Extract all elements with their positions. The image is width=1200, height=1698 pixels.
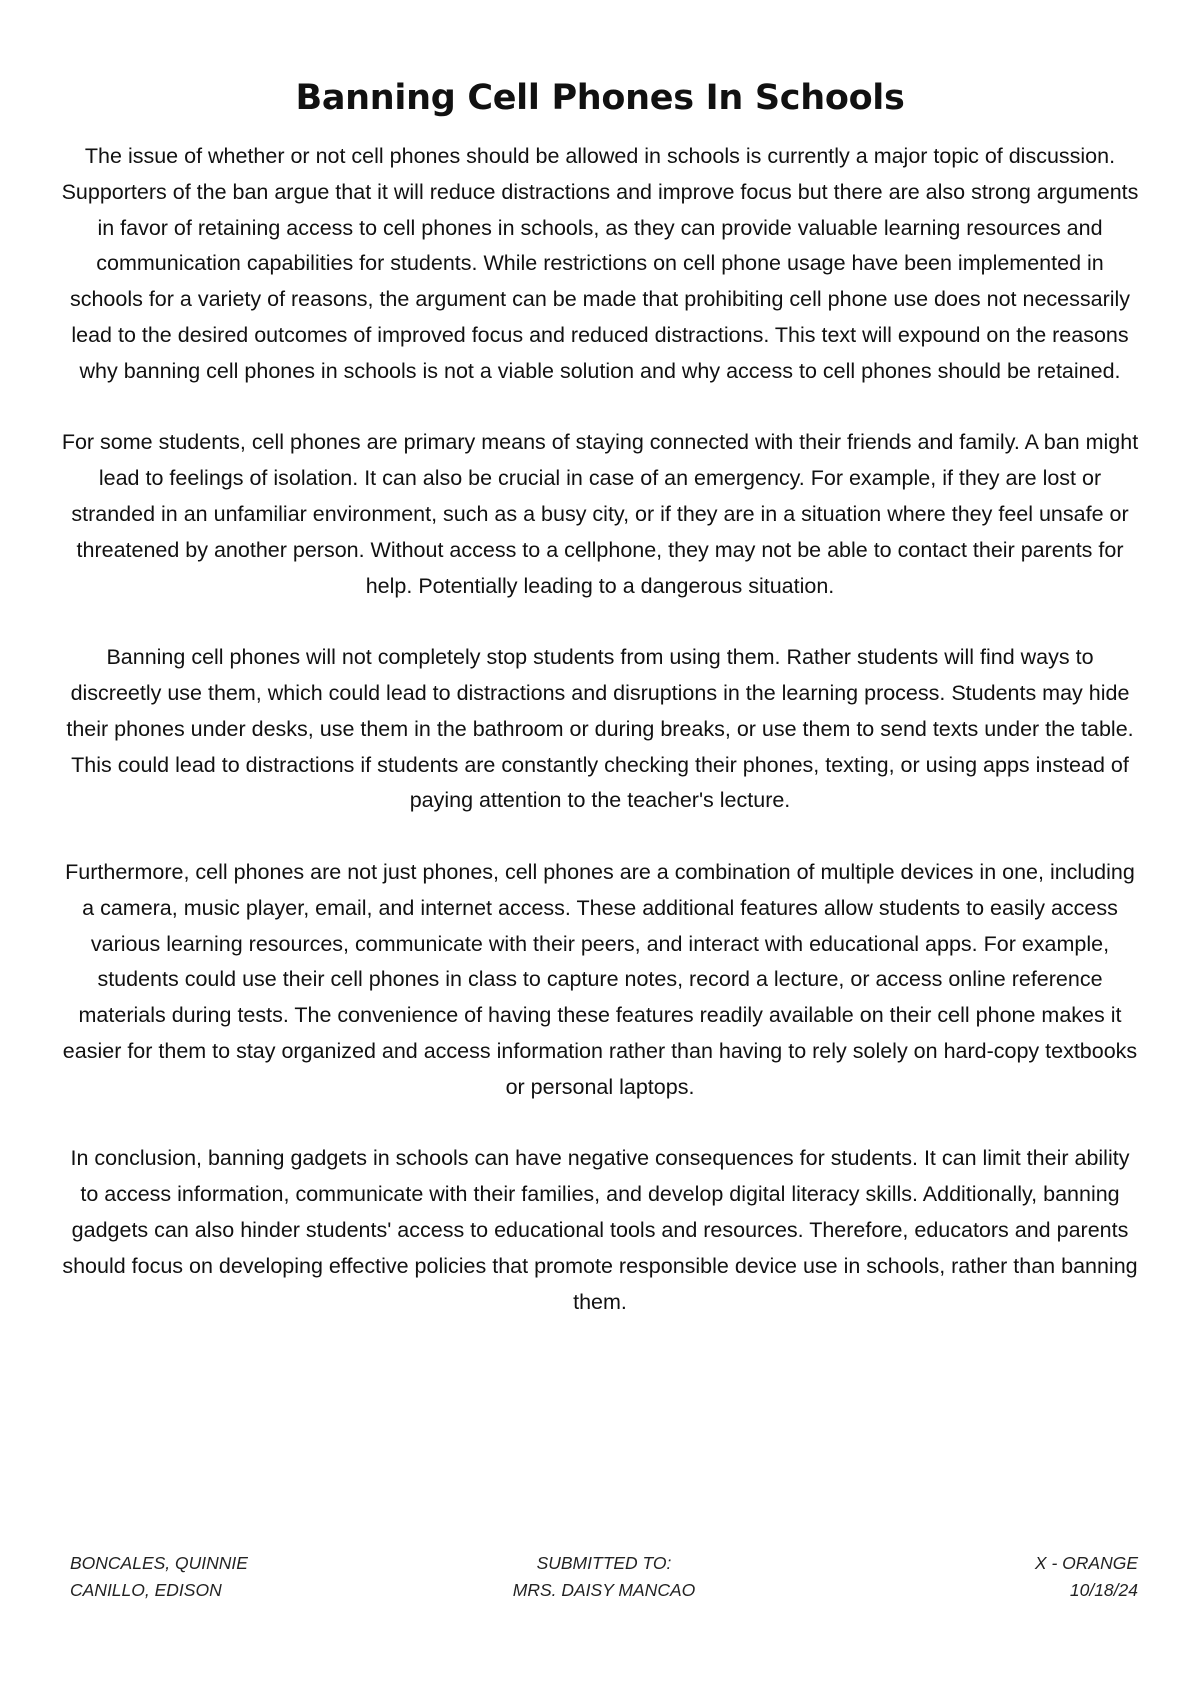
- submitted-to-label: SUBMITTED TO:: [536, 1553, 672, 1573]
- paragraph-introduction: The issue of whether or not cell phones should be allowed in schools is currently a major topic of discussion. Supporters of the ban argue that it will reduce distractions and improve focus but there are also strong arguments in favor of retaining access to cell phones in schools, as they can provide valuable learning resources and communication capabilities for students. While restrictions on cell phone usage have been implemented in schools for a variety of reasons, the argument can be made that prohibiting cell phone use does not necessarily lead to the desired outcomes of improved focus and reduced distractions. This text will expound on the reasons why banning cell phones in schools is not a viable solution and why access to cell phones should be retained.: [61, 144, 1139, 383]
- paragraph-discreet-use: Banning cell phones will not completely stop students from using them. Rather students will find ways to discreetly use them, which could lead to distractions and disruptions in the learning process. Students may hide their phones under desks, use them in the bathroom or during breaks, or use them to send texts under the table. This could lead to distractions if students are constantly checking their phones, texting, or using apps instead of paying attention to the teacher's lecture.: [66, 645, 1134, 813]
- teacher-name: MRS. DAISY MANCAO: [512, 1580, 696, 1600]
- paragraph-multiple-devices: Furthermore, cell phones are not just phones, cell phones are a combination of multiple devices in one, including a camera, music player, email, and internet access. These additional features allow students to easily access various learning resources, communicate with their peers, and interact with educational apps. For example, students could use their cell phones in class to capture notes, record a lecture, or access online reference materials during tests. The convenience of having these features readily available on their cell phone makes it easier for them to stay organized and access information rather than having to rely solely on hard-copy textbooks or personal laptops.: [62, 859, 1138, 1099]
- document-title: Banning Cell Phones In Schools: [295, 78, 905, 118]
- paragraph-connection-safety: For some students, cell phones are primary means of staying connected with their friends and family. A ban might lead to feelings of isolation. It can also be crucial in case of an emergency. For example, if they are lost or stranded in an unfamiliar environment, such as a busy city, or if they are in a situation where they feel unsafe or threatened by another person. Without access to a cellphone, they may not be able to contact their parents for help. Potentially leading to a dangerous situation.: [61, 430, 1139, 598]
- essay-body: [60, 139, 1140, 1320]
- author-name: BONCALES, QUINNIE: [70, 1553, 248, 1573]
- author-name: CANILLO, EDISON: [70, 1580, 222, 1600]
- footer-submitted-to: [70, 1550, 1138, 1604]
- class-section: X - ORANGE: [1034, 1553, 1138, 1573]
- footer-section-date: [1035, 1550, 1138, 1604]
- paragraph-conclusion: In conclusion, banning gadgets in schools can have negative consequences for students. It can limit their ability to access information, communicate with their families, and develop digital literacy skills. Additionally, banning gadgets can also hinder students' access to educational tools and resources. Therefore, educators and parents should focus on developing effective policies that promote responsible device use in schools, rather than banning them.: [62, 1146, 1138, 1314]
- document-footer: [70, 1550, 1138, 1606]
- submission-date: 10/18/24: [1069, 1580, 1138, 1600]
